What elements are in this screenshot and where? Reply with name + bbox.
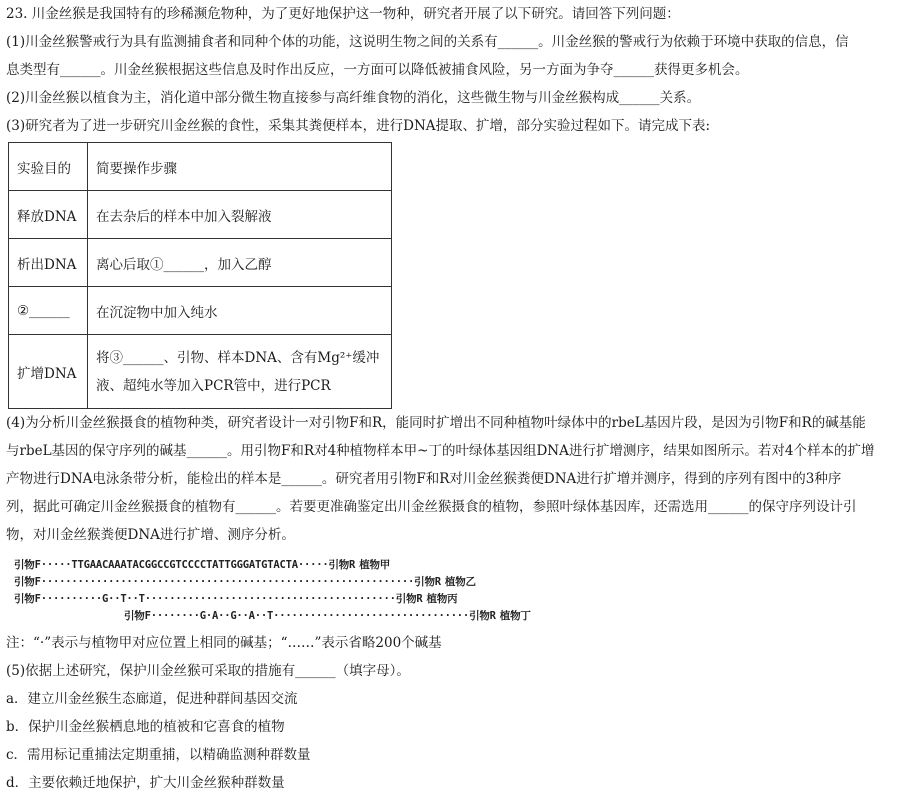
part3: (3)研究者为了进一步研究川金丝猴的食性，采集其粪便样本，进行DNA提取、扩增，部分实验过程如下。请完成下表:	[6, 118, 711, 134]
option-c: c．需用标记重捕法定期重捕，以精确监测种群数量	[6, 747, 311, 763]
table-row	[9, 335, 392, 409]
part4-line3: 产物进行DNA电泳条带分析，能检出的样本是______。研究者用引物F和R对川金丝猴粪便DNA进行扩增并测序，得到的序列有图中的3种序	[6, 471, 842, 487]
sequence-row	[14, 574, 894, 591]
table-row	[9, 239, 392, 287]
sequence-figure	[14, 557, 894, 625]
sequence-body: ·····TTGAACAAATACGGCCGTCCCCTATTGGGATGTACTA·····	[40, 559, 329, 571]
table-cell-step-line1: 将③______、引物、样本DNA、含有Mg²⁺缓冲	[96, 349, 380, 366]
table-cell-purpose: 扩增DNA	[9, 335, 88, 409]
sequence-row	[14, 608, 894, 625]
sequence-body: ·····························································	[40, 576, 415, 588]
sequence-row	[14, 557, 894, 574]
table-cell-step: 在去杂后的样本中加入裂解液	[88, 191, 392, 239]
primer-f-label: 引物F	[14, 593, 41, 605]
option-d: d．主要依赖迁地保护，扩大川金丝猴种群数量	[6, 775, 285, 791]
part4-line4: 列，据此可确定川金丝猴摄食的植物有______。若要更准确鉴定出川金丝猴摄食的植物，参照叶绿体基因库，还需选用______的保守序列设计引	[6, 499, 857, 515]
table-cell-step	[88, 335, 392, 409]
table-header-row	[9, 143, 392, 191]
primer-r-label: 引物R	[328, 559, 356, 571]
table-cell-step: 在沉淀物中加入纯水	[88, 287, 392, 335]
table-cell-purpose: ②______	[9, 287, 88, 335]
sequence-body: ··········G··T··T·········································	[40, 593, 396, 605]
table-cell-step-line2: 液、超纯水等加入PCR管中，进行PCR	[96, 377, 331, 394]
experiment-table	[8, 142, 392, 409]
table-cell-step: 离心后取①______，加入乙醇	[88, 239, 392, 287]
primer-r-label: 引物R	[395, 593, 423, 605]
table-cell-purpose: 释放DNA	[9, 191, 88, 239]
plant-label: 植物甲	[359, 559, 391, 571]
primer-f-label: 引物F	[14, 576, 41, 588]
table-row	[9, 287, 392, 335]
plant-label: 植物丁	[499, 610, 531, 622]
table-header-purpose: 实验目的	[9, 143, 88, 191]
part2: (2)川金丝猴以植食为主，消化道中部分微生物直接参与高纤维食物的消化，这些微生物与川金丝猴构成______关系。	[6, 90, 701, 106]
primer-r-label: 引物R	[469, 610, 496, 622]
part1-line2: 息类型有______。川金丝猴根据这些信息及时作出反应，一方面可以降低被捕食风险，另一方面为争夺______获得更多机会。	[6, 62, 749, 78]
table-header-step: 简要操作步骤	[88, 143, 392, 191]
plant-label: 植物乙	[444, 576, 476, 588]
sequence-row	[14, 591, 894, 608]
option-b: b．保护川金丝猴栖息地的植被和它喜食的植物	[6, 719, 285, 735]
table-cell-purpose: 析出DNA	[9, 239, 88, 287]
figure-note: 注：“·”表示与植物甲对应位置上相同的碱基；“……”表示省略200个碱基	[6, 635, 442, 651]
option-a: a．建立川金丝猴生态廊道，促进种群间基因交流	[6, 691, 298, 707]
part4-line5: 物，对川金丝猴粪便DNA进行扩增、测序分析。	[6, 527, 295, 543]
table-row	[9, 191, 392, 239]
primer-f-label: 引物F	[124, 610, 151, 622]
question-intro: 23. 川金丝猴是我国特有的珍稀濒危物种，为了更好地保护这一物种，研究者开展了以下研究。请回答下列问题：	[6, 6, 680, 22]
sequence-body: ········G·A··G··A··T································	[150, 610, 470, 622]
part4-line1: (4)为分析川金丝猴摄食的植物种类，研究者设计一对引物F和R，能同时扩增出不同种植物叶绿体中的rbeL基因片段，是因为引物F和R的碱基能	[6, 415, 866, 431]
question-page	[6, 0, 894, 797]
primer-f-label: 引物F	[14, 559, 41, 571]
part4-line2: 与rbeL基因的保守序列的碱基______。用引物F和R对4种植物样本甲~丁的叶绿体基因组DNA进行扩增测序，结果如图所示。若对4个样本的扩增	[6, 443, 875, 459]
part1-line1: (1)川金丝猴警戒行为具有监测捕食者和同种个体的功能，这说明生物之间的关系有______。川金丝猴的警戒行为依赖于环境中获取的信息，信	[6, 34, 849, 50]
plant-label: 植物丙	[426, 593, 458, 605]
part5: (5)依据上述研究，保护川金丝猴可采取的措施有______（填字母）。	[6, 663, 410, 679]
primer-r-label: 引物R	[414, 576, 441, 588]
